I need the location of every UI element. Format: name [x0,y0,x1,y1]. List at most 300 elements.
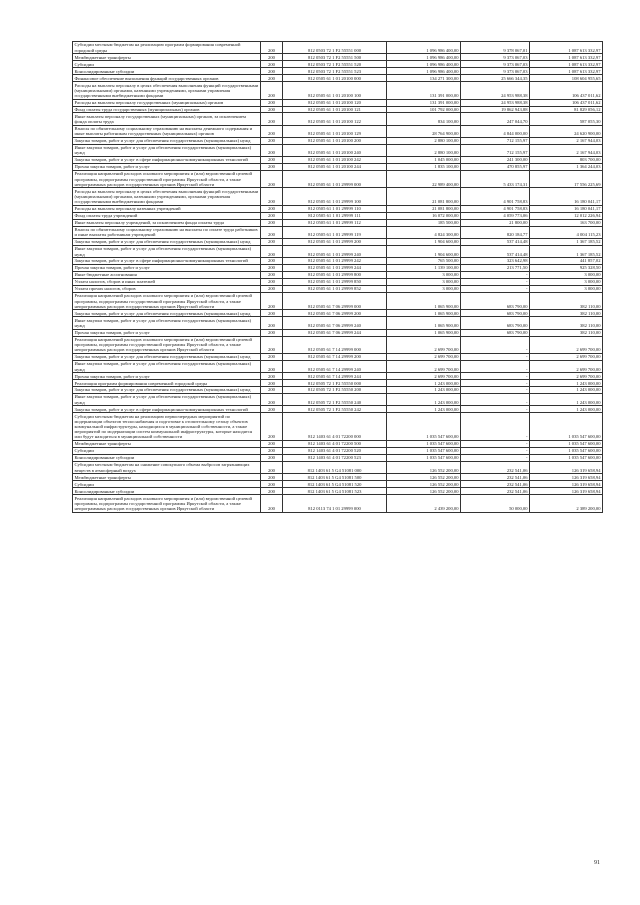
line-code-cell: 200 [261,455,283,462]
line-code-cell: 200 [261,137,283,144]
executed-amount-cell: 683 790,00 [461,329,530,336]
approved-amount-cell: 1 096 986 400,00 [387,68,461,75]
unexecuted-amount-cell: 2 699 700,00 [530,360,603,372]
table-row [73,481,603,488]
table-row [73,387,603,394]
budget-classification-code-cell: 812 0503 72 1 F2 55551 000 [283,42,387,54]
executed-amount-cell: 820 184,77 [461,226,530,238]
budget-classification-code-cell: 812 1403 61 5 G4 51081 000 [283,462,387,474]
table-row [73,336,603,353]
executed-amount-cell: 9 378 067,01 [461,42,530,54]
budget-classification-code-cell: 812 0505 61 1 01 29999 000 [283,171,387,188]
budget-classification-code-cell: 812 0505 61 1 01 29999 200 [283,238,387,245]
table-row [73,360,603,372]
item-name-cell: Закупка товаров, работ и услуг для обеспечения государственных (муниципальных) нужд [73,137,261,144]
table-row [73,226,603,238]
unexecuted-amount-cell: 441 857,02 [530,258,603,265]
budget-classification-code-cell: 812 1403 61 4 01 72200 523 [283,455,387,462]
table-row [73,171,603,188]
line-code-cell: 200 [261,205,283,212]
budget-classification-code-cell: 812 0505 61 1 01 20100 242 [283,157,387,164]
executed-amount-cell: - [461,373,530,380]
item-name-cell: Закупка товаров, работ и услуг в сфере информационно-коммуникационных технологий [73,406,261,413]
budget-classification-code-cell: 812 0505 61 1 01 29999 110 [283,205,387,212]
line-code-cell: 200 [261,144,283,156]
budget-classification-code-cell: 812 0505 61 1 01 20100 240 [283,144,387,156]
unexecuted-amount-cell: 2 389 200,00 [530,495,603,512]
approved-amount-cell: 2 439 200,00 [387,495,461,512]
table-row [73,495,603,512]
budget-classification-code-cell: 812 1403 61 5 G4 51081 523 [283,488,387,495]
table-row [73,125,603,137]
line-code-cell: 200 [261,373,283,380]
page-number: 91 [594,860,600,866]
line-code-cell: 200 [261,286,283,293]
item-name-cell: Межбюджетные трансферты [73,54,261,61]
approved-amount-cell: 28 764 900,00 [387,125,461,137]
line-code-cell: 200 [261,238,283,245]
executed-amount-cell: - [461,441,530,448]
unexecuted-amount-cell: 1 087 613 332,97 [530,68,603,75]
executed-amount-cell: - [461,406,530,413]
executed-amount-cell: - [461,286,530,293]
approved-amount-cell: 131 391 000,00 [387,99,461,106]
unexecuted-amount-cell: 106 437 011,62 [530,99,603,106]
item-name-cell: Субсидии [73,448,261,455]
approved-amount-cell: 1 243 000,00 [387,387,461,394]
table-row [73,373,603,380]
item-name-cell: Реализация направлений расходов основного мероприятия и (или) ведомственной целевой программы, подпрограммы государственной программы Иркутской области, а также непрограммных расходов государственных органов Иркутской области [73,336,261,353]
line-code-cell: 200 [261,188,283,205]
line-code-cell: 200 [261,82,283,99]
budget-classification-code-cell: 812 0503 72 1 F2 55551 520 [283,61,387,68]
executed-amount-cell: 537 414,48 [461,238,530,245]
item-name-cell: Закупка товаров, работ и услуг в сфере информационно-коммуникационных технологий [73,157,261,164]
executed-amount-cell: 9 373 067,03 [461,61,530,68]
approved-amount-cell: 22 989 400,00 [387,171,461,188]
approved-amount-cell: 101 792 000,00 [387,106,461,113]
budget-classification-code-cell: 812 0505 72 1 F2 55550 242 [283,406,387,413]
unexecuted-amount-cell: 126 319 658,94 [530,488,603,495]
item-name-cell: Иные закупки товаров, работ и услуг для обеспечения государственных (муниципальных) нужд [73,317,261,329]
approved-amount-cell: 21 081 800,00 [387,188,461,205]
budget-classification-code-cell: 812 1403 61 5 G4 51081 520 [283,481,387,488]
approved-amount-cell: 3 000,00 [387,272,461,279]
executed-amount-cell: 9 373 067,03 [461,54,530,61]
table-row [73,258,603,265]
executed-amount-cell: 4 844 000,00 [461,125,530,137]
unexecuted-amount-cell: 126 319 658,94 [530,481,603,488]
item-name-cell: Закупка товаров, работ и услуг в сфере информационно-коммуникационных технологий [73,258,261,265]
approved-amount-cell: 2 880 100,00 [387,137,461,144]
budget-classification-code-cell: 812 0505 61 1 01 20100 129 [283,125,387,137]
table-row [73,455,603,462]
unexecuted-amount-cell: 382 110,00 [530,293,603,310]
item-name-cell: Финансовое обеспечение выполнения функций государственных органов [73,75,261,82]
item-name-cell: Уплата прочих налогов, сборов [73,286,261,293]
unexecuted-amount-cell: 163 700,00 [530,219,603,226]
item-name-cell: Иные закупки товаров, работ и услуг для обеспечения государственных (муниципальных) нужд [73,360,261,372]
unexecuted-amount-cell: 1 243 000,00 [530,394,603,406]
approved-amount-cell: 126 552 200,00 [387,474,461,481]
executed-amount-cell: 232 541,06 [461,481,530,488]
item-name-cell: Уплата налогов, сборов и иных платежей [73,279,261,286]
line-code-cell: 200 [261,380,283,387]
approved-amount-cell: 4 824 300,00 [387,226,461,238]
table-row [73,488,603,495]
table-row [73,82,603,99]
approved-amount-cell: 126 552 200,00 [387,481,461,488]
item-name-cell: Расходы на выплаты персоналу в целях обеспечения выполнения функций государственными (муниципальными) органами, казенными учреждениями, органами управления государственными внебюджетными фондами [73,188,261,205]
table-row [73,474,603,481]
item-name-cell: Иные бюджетные ассигнования [73,272,261,279]
budget-classification-code-cell: 812 0505 61 1 01 20100 200 [283,137,387,144]
line-code-cell: 200 [261,61,283,68]
item-name-cell: Субсидии местным бюджетам на снижение совокупного объема выбросов загрязняющих веществ в атмосферный воздух [73,462,261,474]
budget-classification-code-cell: 812 0505 61 7 14 29999 200 [283,353,387,360]
line-code-cell: 200 [261,106,283,113]
unexecuted-amount-cell: 1 035 547 600,00 [530,413,603,441]
approved-amount-cell: 1 904 600,00 [387,238,461,245]
unexecuted-amount-cell: 12 012 226,94 [530,212,603,219]
executed-amount-cell: - [461,360,530,372]
budget-classification-code-cell: 812 0505 61 1 01 29999 242 [283,258,387,265]
unexecuted-amount-cell: 3 000,00 [530,272,603,279]
executed-amount-cell: 712 155,97 [461,137,530,144]
executed-amount-cell: - [461,448,530,455]
table-row [73,317,603,329]
line-code-cell: 200 [261,54,283,61]
table-row [73,272,603,279]
table-row [73,219,603,226]
budget-classification-code-cell: 812 0505 61 7 06 29999 240 [283,317,387,329]
item-name-cell: Прочая закупка товаров, работ и услуг [73,164,261,171]
budget-classification-code-cell: 812 0505 61 7 14 29999 240 [283,360,387,372]
executed-amount-cell: 4 059 773,06 [461,212,530,219]
table-row [73,113,603,125]
line-code-cell: 200 [261,360,283,372]
item-name-cell: Взносы по обязательному социальному страхованию на выплаты по оплате труда работников и иные выплаты работникам учреждений [73,226,261,238]
budget-classification-code-cell: 812 0505 61 1 01 29999 111 [283,212,387,219]
line-code-cell: 200 [261,310,283,317]
unexecuted-amount-cell: 1 367 185,52 [530,245,603,257]
executed-amount-cell: 9 373 067,03 [461,68,530,75]
unexecuted-amount-cell: 925 328,50 [530,265,603,272]
executed-amount-cell: 50 000,00 [461,495,530,512]
budget-classification-code-cell: 812 1403 61 4 01 72200 000 [283,413,387,441]
approved-amount-cell: 2 699 700,00 [387,353,461,360]
executed-amount-cell: 323 642,98 [461,258,530,265]
item-name-cell: Взносы по обязательному социальному страхованию на выплаты денежного содержания и иные выплаты работникам государственных (муниципальных) органов [73,125,261,137]
table-row [73,441,603,448]
approved-amount-cell: 1 139 100,00 [387,265,461,272]
approved-amount-cell: 1 243 000,00 [387,394,461,406]
line-code-cell: 200 [261,448,283,455]
item-name-cell: Иные закупки товаров, работ и услуг для обеспечения государственных (муниципальных) нужд [73,245,261,257]
line-code-cell: 200 [261,164,283,171]
budget-classification-code-cell: 812 0503 72 1 F2 55551 500 [283,54,387,61]
line-code-cell: 200 [261,258,283,265]
table-row [73,380,603,387]
line-code-cell: 200 [261,488,283,495]
approved-amount-cell: 1 243 000,00 [387,406,461,413]
line-code-cell: 200 [261,245,283,257]
approved-amount-cell: 765 500,00 [387,258,461,265]
executed-amount-cell: 712 155,97 [461,144,530,156]
approved-amount-cell: 2 880 100,00 [387,144,461,156]
table-body [73,42,603,513]
approved-amount-cell: 1 835 100,00 [387,164,461,171]
executed-amount-cell: 24 953 988,38 [461,99,530,106]
table-row [73,54,603,61]
unexecuted-amount-cell: 2 167 944,03 [530,137,603,144]
unexecuted-amount-cell: 2 167 944,03 [530,144,603,156]
table-row [73,413,603,441]
executed-amount-cell: 24 953 988,38 [461,82,530,99]
executed-amount-cell: 537 414,48 [461,245,530,257]
approved-amount-cell: 16 072 000,00 [387,212,461,219]
item-name-cell: Межбюджетные трансферты [73,441,261,448]
unexecuted-amount-cell: 3 000,00 [530,286,603,293]
item-name-cell: Реализация направлений расходов основного мероприятия и (или) ведомственной целевой программы, подпрограммы государственной программы Иркутской области, а также непрограммных расходов государственных органов Иркутской области [73,171,261,188]
budget-classification-code-cell: 812 0505 61 1 01 20100 000 [283,75,387,82]
unexecuted-amount-cell: 382 110,00 [530,317,603,329]
item-name-cell: Закупка товаров, работ и услуг для обеспечения государственных (муниципальных) нужд [73,353,261,360]
executed-amount-cell: 683 790,00 [461,293,530,310]
budget-classification-code-cell: 812 0505 61 1 01 29999 244 [283,265,387,272]
unexecuted-amount-cell: 106 437 011,62 [530,82,603,99]
table-row [73,157,603,164]
unexecuted-amount-cell: 4 004 115,23 [530,226,603,238]
line-code-cell: 200 [261,272,283,279]
table-row [73,238,603,245]
budget-classification-code-cell: 812 0503 72 1 F2 55551 523 [283,68,387,75]
executed-amount-cell: 4 901 758,83 [461,205,530,212]
executed-amount-cell: 21 800,00 [461,219,530,226]
approved-amount-cell: 126 552 200,00 [387,488,461,495]
approved-amount-cell: 1 065 900,00 [387,293,461,310]
unexecuted-amount-cell: 24 620 900,00 [530,125,603,137]
executed-amount-cell: 232 541,06 [461,474,530,481]
approved-amount-cell: 2 699 700,00 [387,373,461,380]
line-code-cell: 200 [261,171,283,188]
table-row [73,394,603,406]
item-name-cell: Иные закупки товаров, работ и услуг для обеспечения государственных (муниципальных) нужд [73,394,261,406]
item-name-cell: Закупка товаров, работ и услуг для обеспечения государственных (муниципальных) нужд [73,238,261,245]
table-row [73,61,603,68]
line-code-cell: 200 [261,99,283,106]
budget-classification-code-cell: 812 0505 61 7 14 29999 000 [283,336,387,353]
approved-amount-cell: 3 000,00 [387,279,461,286]
approved-amount-cell: 131 391 000,00 [387,82,461,99]
line-code-cell: 200 [261,75,283,82]
unexecuted-amount-cell: 382 110,00 [530,310,603,317]
line-code-cell: 200 [261,125,283,137]
executed-amount-cell: 241 300,00 [461,157,530,164]
executed-amount-cell: 25 666 344,35 [461,75,530,82]
item-name-cell: Реализация направлений расходов основного мероприятия и (или) ведомственной целевой программы, подпрограммы государственной программы Иркутской области, а также непрограммных расходов государственных органов Иркутской области [73,293,261,310]
budget-classification-code-cell: 812 0505 61 1 01 29999 852 [283,286,387,293]
approved-amount-cell: 2 699 700,00 [387,336,461,353]
executed-amount-cell: 19 862 943,88 [461,106,530,113]
unexecuted-amount-cell: 1 243 000,00 [530,380,603,387]
line-code-cell: 200 [261,474,283,481]
unexecuted-amount-cell: 16 180 041,17 [530,205,603,212]
line-code-cell: 200 [261,219,283,226]
item-name-cell: Субсидии [73,61,261,68]
approved-amount-cell: 1 035 547 600,00 [387,413,461,441]
unexecuted-amount-cell: 2 699 700,00 [530,373,603,380]
table-row [73,462,603,474]
unexecuted-amount-cell: 587 055,30 [530,113,603,125]
table-row [73,75,603,82]
line-code-cell: 200 [261,317,283,329]
executed-amount-cell: 683 790,00 [461,317,530,329]
table-row [73,42,603,54]
budget-classification-code-cell: 812 0505 61 1 01 29999 112 [283,219,387,226]
executed-amount-cell: - [461,380,530,387]
budget-classification-code-cell: 812 0505 61 7 06 29999 000 [283,293,387,310]
approved-amount-cell: 1 035 547 600,00 [387,448,461,455]
item-name-cell: Расходы на выплаты персоналу казенных учреждений [73,205,261,212]
approved-amount-cell: 1 096 986 400,00 [387,54,461,61]
table-row [73,205,603,212]
item-name-cell: Прочая закупка товаров, работ и услуг [73,265,261,272]
table-row [73,353,603,360]
approved-amount-cell: 1 096 986 400,00 [387,61,461,68]
approved-amount-cell: 2 699 700,00 [387,360,461,372]
table-row [73,164,603,171]
executed-amount-cell: 232 541,06 [461,462,530,474]
budget-classification-code-cell: 812 0505 61 1 01 29999 119 [283,226,387,238]
line-code-cell: 200 [261,329,283,336]
budget-classification-code-cell: 812 0505 61 1 01 20100 100 [283,82,387,99]
executed-amount-cell: 4 901 758,83 [461,188,530,205]
unexecuted-amount-cell: 1 035 547 600,00 [530,441,603,448]
unexecuted-amount-cell: 382 110,00 [530,329,603,336]
unexecuted-amount-cell: 1 035 547 600,00 [530,448,603,455]
unexecuted-amount-cell: 81 829 056,12 [530,106,603,113]
budget-classification-code-cell: 812 0113 74 1 01 29999 000 [283,495,387,512]
item-name-cell: Субсидии местным бюджетам на реализацию программ формирования современной городской среды [73,42,261,54]
budget-classification-code-cell: 812 1403 61 5 G4 51081 500 [283,474,387,481]
approved-amount-cell: 1 045 000,00 [387,157,461,164]
approved-amount-cell: 834 100,00 [387,113,461,125]
executed-amount-cell: 470 855,97 [461,164,530,171]
table-row [73,265,603,272]
budget-classification-code-cell: 812 0505 61 1 01 29999 800 [283,272,387,279]
line-code-cell: 200 [261,265,283,272]
line-code-cell: 200 [261,462,283,474]
executed-amount-cell: 247 044,70 [461,113,530,125]
table-row [73,68,603,75]
table-row [73,137,603,144]
executed-amount-cell: - [461,272,530,279]
line-code-cell: 200 [261,353,283,360]
unexecuted-amount-cell: 2 699 700,00 [530,336,603,353]
unexecuted-amount-cell: 3 000,00 [530,279,603,286]
line-code-cell: 200 [261,293,283,310]
approved-amount-cell: 1 065 900,00 [387,329,461,336]
table-row [73,329,603,336]
table-row [73,279,603,286]
executed-amount-cell: - [461,279,530,286]
table-row [73,293,603,310]
unexecuted-amount-cell: 17 556 225,69 [530,171,603,188]
approved-amount-cell: 1 243 000,00 [387,380,461,387]
table-row [73,99,603,106]
table-row [73,245,603,257]
item-name-cell: Фонд оплаты труда учреждений [73,212,261,219]
unexecuted-amount-cell: 1 087 613 332,97 [530,61,603,68]
unexecuted-amount-cell: 803 700,00 [530,157,603,164]
approved-amount-cell: 1 904 600,00 [387,245,461,257]
budget-classification-code-cell: 812 0505 61 1 01 20100 244 [283,164,387,171]
line-code-cell: 200 [261,481,283,488]
table-row [73,286,603,293]
line-code-cell: 200 [261,441,283,448]
item-name-cell: Реализация направлений расходов основного мероприятия и (или) ведомственной целевой программы, подпрограммы государственной программы Иркутской области, а также непрограммных расходов государственных органов Иркутской области [73,495,261,512]
approved-amount-cell: 185 500,00 [387,219,461,226]
line-code-cell: 200 [261,113,283,125]
executed-amount-cell: - [461,387,530,394]
item-name-cell: Иные выплаты персоналу учреждений, за исключением фонда оплаты труда [73,219,261,226]
budget-classification-code-cell: 812 0505 61 7 06 29999 200 [283,310,387,317]
budget-classification-code-cell: 812 1403 61 4 01 72200 500 [283,441,387,448]
item-name-cell: Консолидированные субсидии [73,488,261,495]
approved-amount-cell: 1 035 547 600,00 [387,455,461,462]
approved-amount-cell: 1 065 900,00 [387,317,461,329]
table-row [73,212,603,219]
unexecuted-amount-cell: 1 367 185,52 [530,238,603,245]
item-name-cell: Межбюджетные трансферты [73,474,261,481]
approved-amount-cell: 1 065 900,00 [387,310,461,317]
table-row [73,188,603,205]
unexecuted-amount-cell: 1 087 613 332,97 [530,42,603,54]
approved-amount-cell: 3 000,00 [387,286,461,293]
line-code-cell: 200 [261,68,283,75]
line-code-cell: 200 [261,495,283,512]
budget-classification-code-cell: 812 0505 61 1 01 29999 240 [283,245,387,257]
budget-classification-code-cell: 812 0505 61 1 01 20100 121 [283,106,387,113]
item-name-cell: Реализация программ формирования современной городской среды [73,380,261,387]
unexecuted-amount-cell: 1 087 613 332,97 [530,54,603,61]
item-name-cell: Субсидии местным бюджетам на реализацию первоочередных мероприятий по модернизации объектов теплоснабжения и подготовке к отопительному сезону объектов коммунальной инфраструктуры, находящихся в муниципальной собственности, а также мероприятий по модернизации систем коммунальной инфраструктуры, которые находятся или будут находиться в муниципальной собственности [73,413,261,441]
table-row [73,144,603,156]
executed-amount-cell: 683 790,00 [461,310,530,317]
unexecuted-amount-cell: 2 699 700,00 [530,353,603,360]
item-name-cell: Иные выплаты персоналу государственных (муниципальных) органов, за исключением фонда оплаты труда [73,113,261,125]
item-name-cell: Закупка товаров, работ и услуг для обеспечения государственных (муниципальных) нужд [73,387,261,394]
item-name-cell: Иные закупки товаров, работ и услуг для обеспечения государственных (муниципальных) нужд [73,144,261,156]
unexecuted-amount-cell: 1 243 000,00 [530,406,603,413]
executed-amount-cell: - [461,394,530,406]
line-code-cell: 200 [261,42,283,54]
executed-amount-cell: - [461,455,530,462]
item-name-cell: Расходы на выплаты персоналу государственных (муниципальных) органов [73,99,261,106]
approved-amount-cell: 1 096 986 400,00 [387,42,461,54]
executed-amount-cell: - [461,336,530,353]
budget-classification-code-cell: 812 0505 61 1 01 29999 850 [283,279,387,286]
table-row [73,448,603,455]
item-name-cell: Субсидии [73,481,261,488]
executed-amount-cell: 5 433 174,31 [461,171,530,188]
unexecuted-amount-cell: 1 364 244,03 [530,164,603,171]
budget-classification-code-cell: 812 0505 61 7 06 29999 244 [283,329,387,336]
item-name-cell: Прочая закупка товаров, работ и услуг [73,329,261,336]
table-row [73,310,603,317]
item-name-cell: Фонд оплаты труда государственных (муниципальных) органов [73,106,261,113]
